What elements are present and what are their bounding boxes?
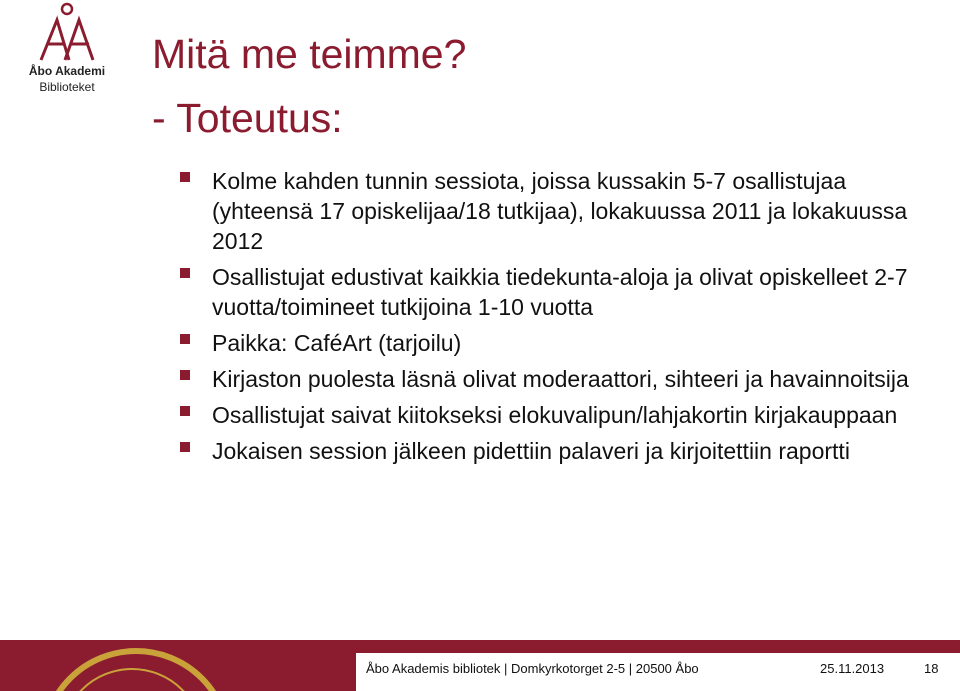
bullet-item [180,262,910,322]
bullet-text: Kolme kahden tunnin sessiota, joissa kussakin 5-7 osallistujaa (yhteensä 17 opiskelijaa/18 tutkijaa), lokakuussa 2011 ja lokakuussa 2012 [212,168,908,254]
bullet-square-icon [180,268,190,278]
bullet-text: Osallistujat edustivat kaikkia tiedekunta-aloja ja olivat opiskelleet 2-7 vuotta/toimineet tutkijoina 1-10 vuotta [212,264,908,320]
logo-name: Åbo Akademi [28,64,106,78]
bullet-text: Paikka: CaféArt (tarjoilu) [212,330,462,356]
footer-bar [0,640,960,691]
bullet-square-icon [180,406,190,416]
bullet-square-icon [180,334,190,344]
logo-subtitle: Biblioteket [39,80,95,94]
bullet-item [180,166,910,256]
logo [22,2,112,96]
bullet-text: Kirjaston puolesta läsnä olivat moderaattori, sihteeri ja havainnoitsija [212,366,909,392]
bullet-item [180,364,910,394]
bullet-list [180,166,910,472]
footer-date: 25.11.2013 [820,661,885,676]
bullet-square-icon [180,370,190,380]
abo-akademi-logo-icon [35,2,99,62]
bullet-item [180,328,910,358]
bullet-item [180,400,910,430]
bullet-square-icon [180,172,190,182]
slide-title: Mitä me teimme? [152,31,467,77]
bullet-text: Osallistujat saivat kiitokseksi elokuvalipun/lahjakortin kirjakauppaan [212,402,898,428]
bullet-text: Jokaisen session jälkeen pidettiin palaveri ja kirjoitettiin raportti [212,438,850,464]
footer-address: Åbo Akademis bibliotek | Domkyrkotorget 2-5 | 20500 Åbo [366,661,699,676]
bullet-item [180,436,910,466]
slide-subtitle: - Toteutus: [152,95,343,141]
page-number: 18 [924,661,939,676]
bullet-square-icon [180,442,190,452]
